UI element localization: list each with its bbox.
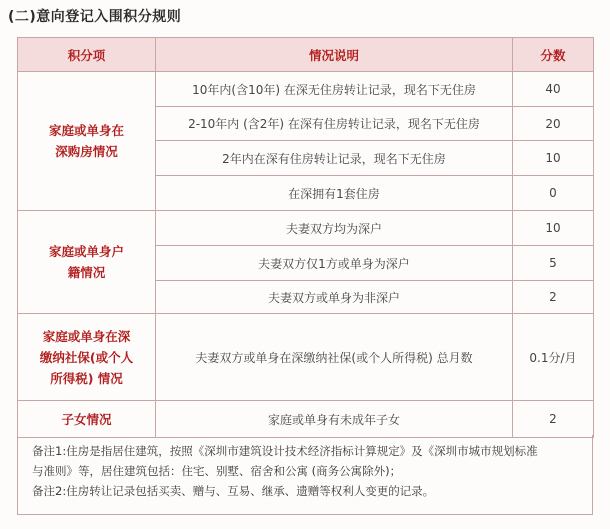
category-housing	[18, 72, 156, 211]
category-line: 深购房情况	[55, 144, 118, 159]
notes-box	[17, 435, 593, 515]
row-description: 2-10年内 (含2年) 在深有住房转让记录，现名下无住房	[156, 107, 513, 141]
table-header-row	[18, 38, 594, 72]
note-1-line-2: 与准则》等，居住建筑包括：住宅、别墅、宿舍和公寓 (商务公寓除外)；	[32, 464, 402, 478]
row-score: 5	[513, 246, 594, 281]
row-score: 2	[513, 401, 594, 438]
category-line: 子女情况	[61, 411, 112, 427]
category-line: 家庭或单身户	[48, 244, 124, 259]
table-row	[18, 401, 594, 438]
row-description: 10年内(含10年) 在深无住房转让记录，现名下无住房	[156, 72, 513, 107]
row-description: 夫妻双方仅1方或单身为深户	[156, 246, 513, 281]
note-2: 备注2:住房转让记录包括买卖、赠与、互易、继承、遗赠等权利人变更的记录。	[32, 484, 435, 498]
row-score: 20	[513, 107, 594, 141]
note-1-line-1: 备注1:住房是指居住建筑，按照《深圳市建筑设计技术经济指标计算规定》及《深圳市城市规划标准	[32, 444, 538, 458]
row-score: 40	[513, 72, 594, 107]
row-score: 0	[513, 176, 594, 211]
category-children	[18, 401, 156, 438]
points-rules-table	[17, 37, 594, 438]
table-row	[18, 211, 594, 246]
row-score: 10	[513, 211, 594, 246]
table-row	[18, 314, 594, 401]
row-description: 夫妻双方均为深户	[156, 211, 513, 246]
category-line: 缴纳社保(或个人	[39, 349, 134, 365]
header-description: 情况说明	[156, 38, 513, 72]
row-score: 2	[513, 281, 594, 314]
row-score: 10	[513, 141, 594, 176]
note-1	[32, 441, 582, 481]
category-line: 家庭或单身在深	[42, 328, 131, 344]
category-line: 所得税) 情况	[50, 370, 123, 386]
category-hukou	[18, 211, 156, 314]
header-score: 分数	[513, 38, 594, 72]
row-description: 夫妻双方或单身为非深户	[156, 281, 513, 314]
header-item: 积分项	[18, 38, 156, 72]
row-description: 夫妻双方或单身在深缴纳社保(或个人所得税) 总月数	[156, 314, 513, 401]
table-row	[18, 72, 594, 107]
row-score: 0.1分/月	[513, 314, 594, 401]
row-description: 在深拥有1套住房	[156, 176, 513, 211]
category-line: 家庭或单身在	[48, 123, 124, 138]
category-social-security	[18, 314, 156, 401]
category-line: 籍情况	[67, 265, 106, 280]
section-heading: (二)意向登记入围积分规则	[8, 9, 182, 25]
row-description: 2年内在深有住房转让记录，现名下无住房	[156, 141, 513, 176]
row-description: 家庭或单身有未成年子女	[156, 401, 513, 438]
